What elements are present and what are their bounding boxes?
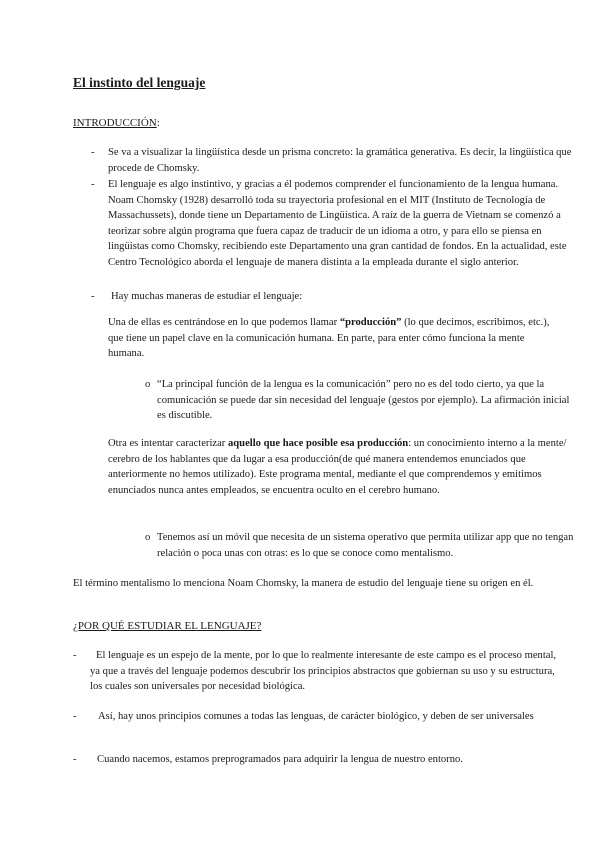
para1-after: (lo que decimos, escribimos, etc.), que tiene un papel clave en la comunicación humana. En parte, para enter cómo funciona la mente humana.	[108, 317, 550, 359]
paragraph-conocimiento	[108, 436, 578, 498]
intro-heading-colon: :	[156, 117, 160, 129]
why-bullet-1: El lenguaje es un espejo de la mente, por lo que lo realmente interesante de este campo es el proceso mental, ya que a través del lenguaje podemos descubrir los principios abstractos que gobiernan su uso y su estructura, los cuales son universales por necesidad biológica.	[90, 650, 557, 692]
intro-bullet-3: Hay muchas maneras de estudiar el lenguaje:	[111, 291, 303, 302]
why-bullet-3: Cuando nacemos, estamos preprogramados para adquirir la lengua de nuestro entorno.	[97, 754, 463, 765]
intro-bullet-1: Se va a visualizar la lingüística desde un prisma concreto: la gramática generativa. Es decir, la lingüística que procede de Chomsky.	[108, 147, 572, 174]
sub-bullet-2: Tenemos así un móvil que necesita de un sistema operativo que permita utilizar app que no tengan relación o poca unas con otras: es lo que se conoce como mentalismo.	[157, 532, 574, 559]
bullet-dash: -	[73, 711, 77, 722]
bullet-circle: o	[145, 379, 151, 390]
bullet-dash: -	[91, 147, 95, 158]
sub-bullet-1: “La principal función de la lengua es la comunicación” pero no es del todo cierto, ya que la comunicación se puede dar sin necesidad del lenguaje (gestos por ejemplo). La afirmación inicial es discutible.	[157, 379, 570, 421]
bullet-dash: -	[91, 291, 95, 302]
paragraph-mentalismo: El término mentalismo lo menciona Noam Chomsky, la manera de estudio del lenguaje tiene su origen en él.	[73, 578, 534, 589]
para2-before: Otra es intentar caracterizar	[108, 438, 228, 449]
intro-bullet-2: El lenguaje es algo instintivo, y gracias a él podemos comprender el funcionamiento de la lengua humana. Noam Chomsky (1928) desarrolló toda su trayectoria profesional en el MIT (Instituto de Tecnología de Massachussets), donde tiene un Departamento de Lingüística. A raíz de la guerra de Vietnam se comenzó a teorizar sobre algún programa que fuera capaz de traducir de un idioma a otro, y para ello se piensa en lingüistas como Chomsky, recibiendo este Departamento una gran cantidad de fondos. En la actualidad, este Centro Tecnológico aborda el lenguaje de manera distinta a la empleada durante el siglo anterior.	[108, 179, 567, 268]
intro-heading	[73, 116, 160, 132]
bullet-dash: -	[91, 179, 95, 190]
para2-bold: aquello que hace posible esa producción	[227, 438, 409, 449]
para2-after: : un conocimiento interno a la mente/ cerebro de los hablantes que da lugar a esa producción(de qué manera entendemos enunciados que anteriormente no hemos utilizado). Este programa mental, mediante el que comprendemos y emitimos enunciados nunca antes empleados, se encuentra oculto en el cerebro humano.	[108, 438, 567, 496]
why-bullet-2: Así, hay unos principios comunes a todas las lenguas, de carácter biológico, y deben de ser universales	[98, 711, 534, 722]
paragraph-produccion	[108, 315, 563, 362]
page-title: El instinto del lenguaje	[73, 75, 206, 90]
intro-heading-text: INTRODUCCIÓN	[73, 117, 157, 129]
bullet-dash: -	[73, 754, 77, 765]
why-heading: ¿POR QUÉ ESTUDIAR EL LENGUAJE?	[73, 620, 262, 632]
para1-before: Una de ellas es centrándose en lo que podemos llamar	[108, 317, 340, 328]
para1-bold: “producción”	[339, 317, 402, 328]
bullet-dash: -	[73, 650, 77, 661]
bullet-circle: o	[145, 532, 151, 543]
